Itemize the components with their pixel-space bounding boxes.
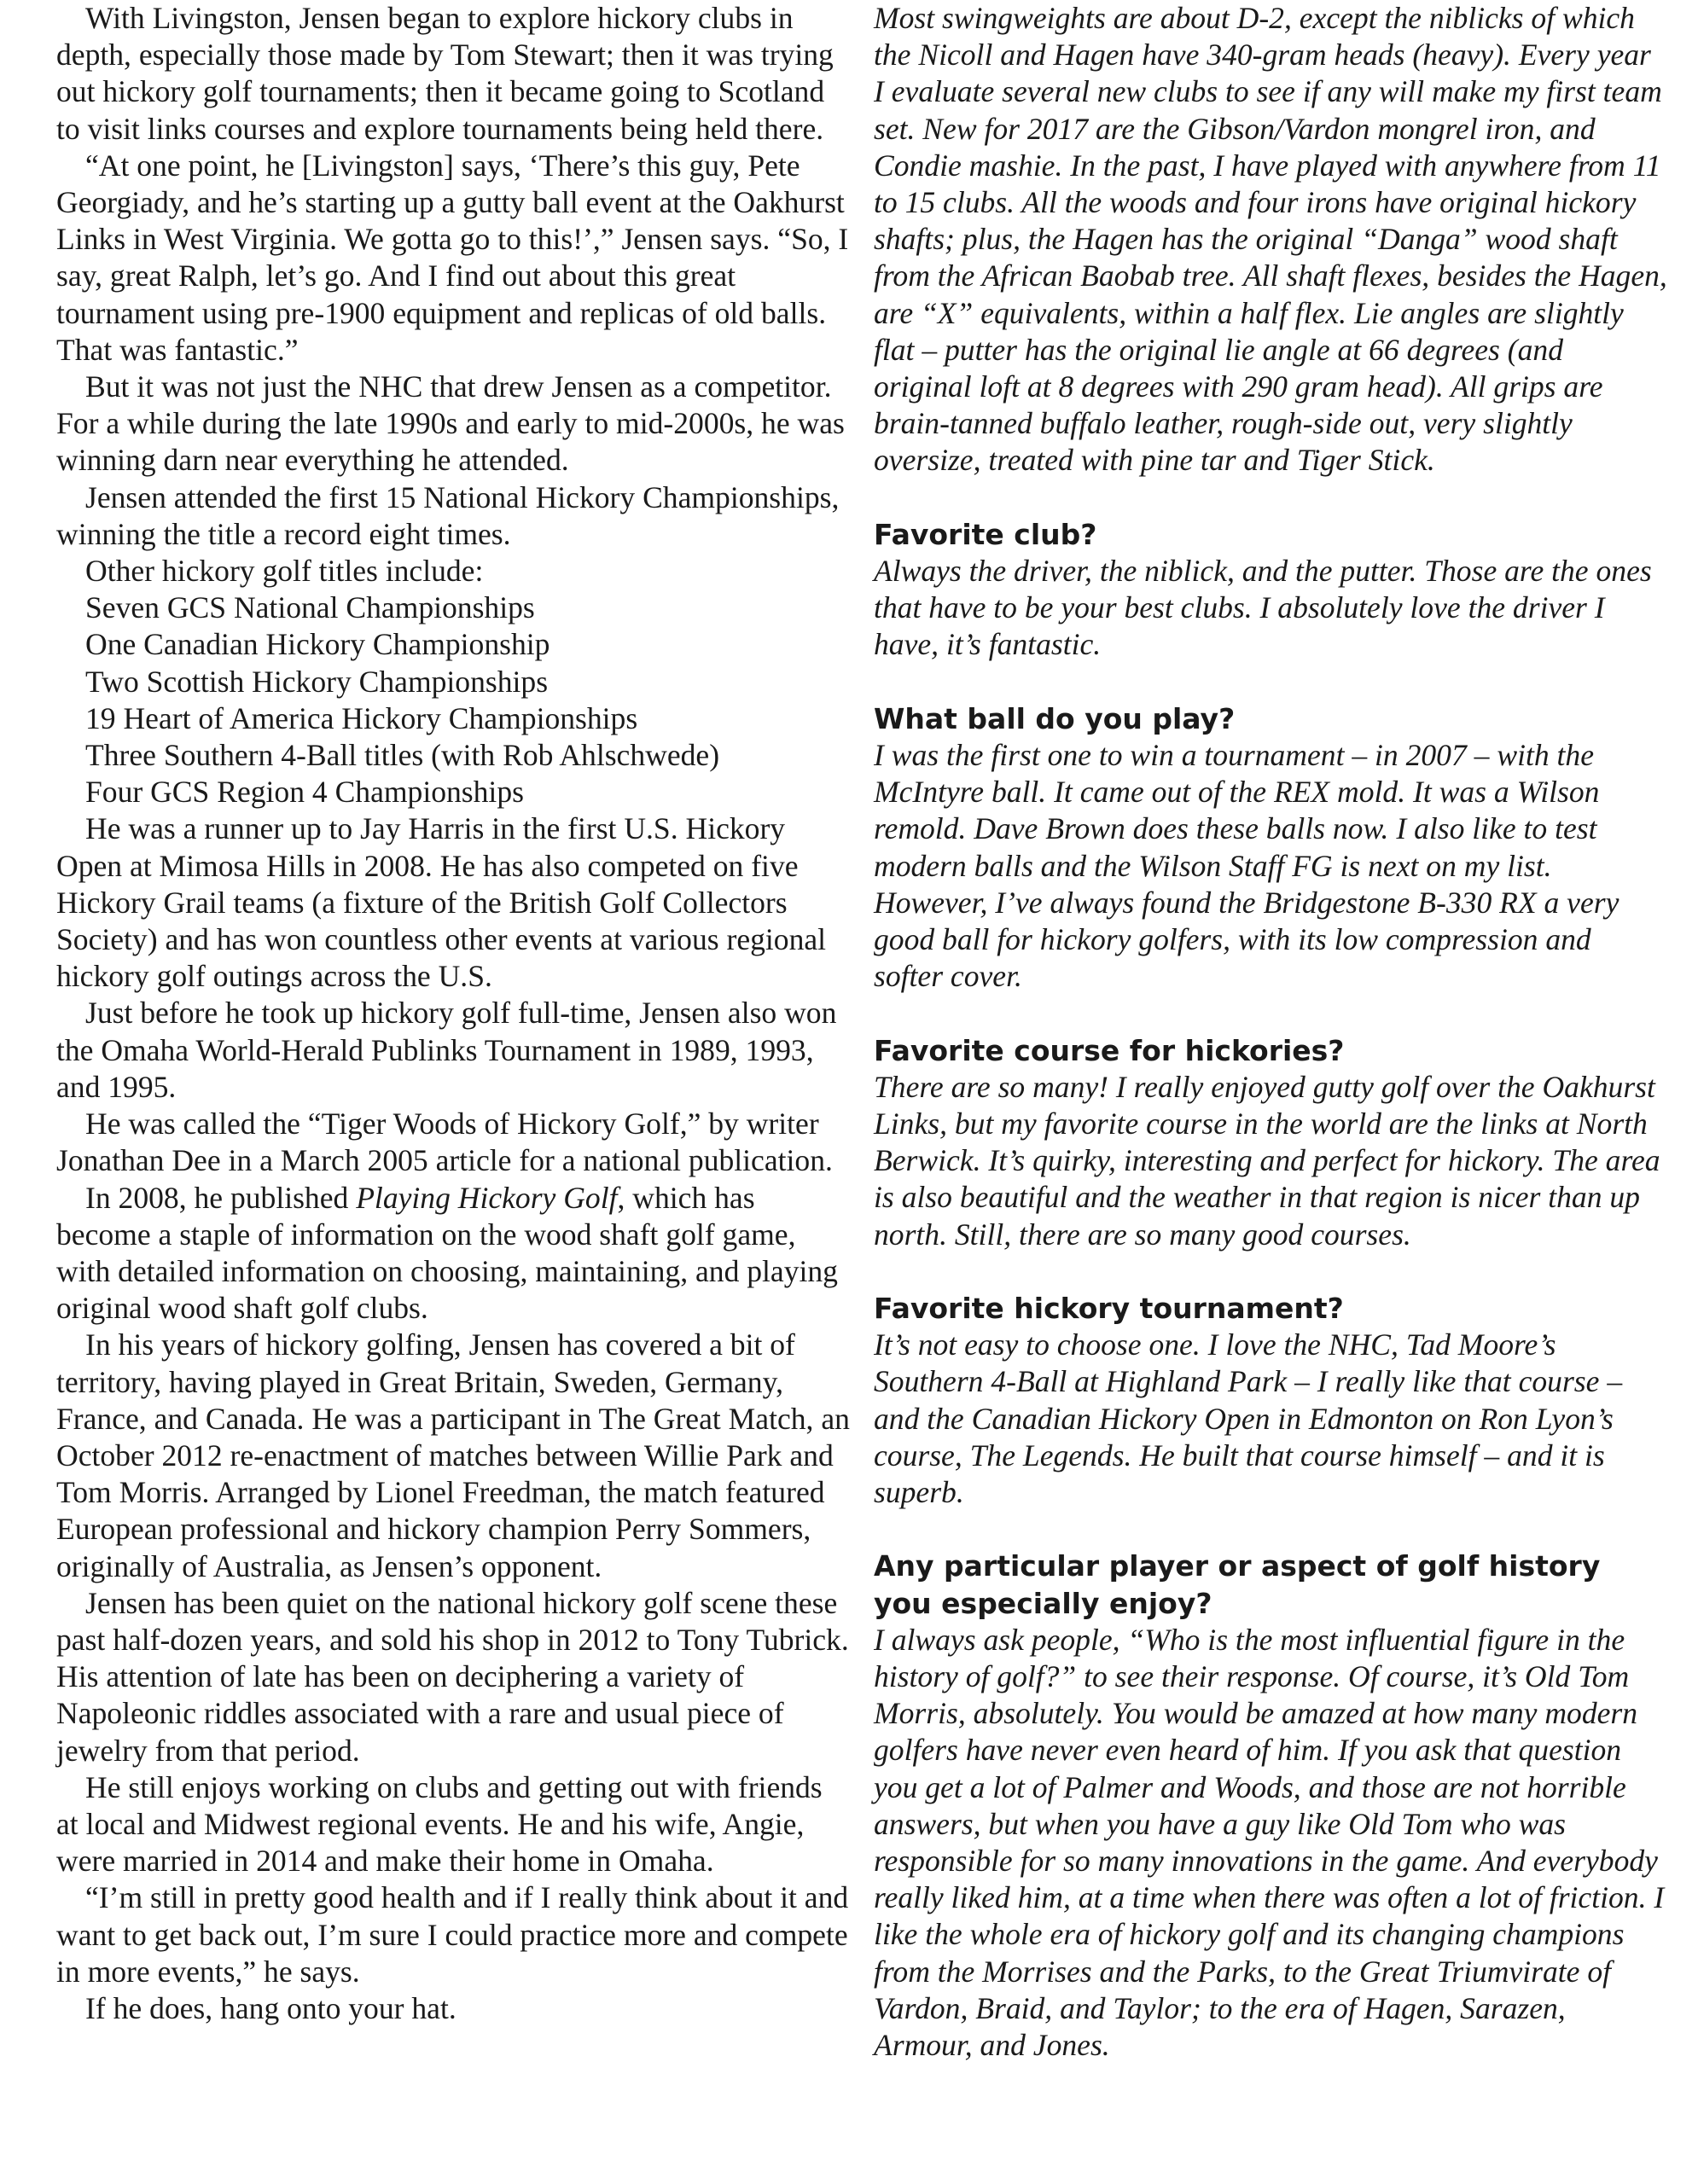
spacer: [874, 664, 1667, 700]
article-paragraph: Jensen has been quiet on the national hickory golf scene these past half-dozen years, and sold his shop in 2012 to Tony Tubrick. His attention of late has been on deciphering a variety of Napoleonic riddles associated with a rare and usual piece of jewelry from that period.: [56, 1585, 849, 1768]
book-paragraph: [56, 1180, 850, 1327]
list-item: Three Southern 4-Ball titles (with Rob Ahlschwede): [85, 738, 720, 773]
list-item: One Canadian Hickory Championship: [85, 627, 550, 662]
spacer: [874, 995, 1667, 1031]
right-column: [874, 0, 1667, 2064]
list-item: Four GCS Region 4 Championships: [85, 775, 524, 810]
list-item: Seven GCS National Championships: [85, 590, 535, 625]
article-paragraph: Just before he took up hickory golf full-time, Jensen also won the Omaha World-Herald Publinks Tournament in 1989, 1993, and 1995.: [56, 996, 837, 1104]
question-heading: Favorite course for hickories?: [874, 1033, 1345, 1067]
article-paragraph: With Livingston, Jensen began to explore hickory clubs in depth, especially those made by Tom Stewart; then it was trying out hickory golf tournaments; then it became going to Scotland to visit links courses and explore tournaments being held there.: [56, 1, 834, 146]
answer-text: I always ask people, “Who is the most influential figure in the history of golf?” to see their response. Of course, it’s Old Tom Morris, absolutely. You would be amazed at how many modern golfers have never even heard of him. If you ask that question you get a lot of Palmer and Woods, and those are not horrible answers, but when you have a guy like Old Tom who was responsible for so many innovations in the game. And everybody really liked him, at a time when there was often a lot of friction. I like the whole era of hickory golf and its changing champions from the Morrises and the Parks, to the Great Triumvirate of Vardon, Braid, and Taylor; to the era of Hagen, Sarazen, Armour, and Jones.: [874, 1622, 1665, 2063]
list-item: 19 Heart of America Hickory Championships: [85, 700, 638, 735]
article-paragraph: But it was not just the NHC that drew Jensen as a competitor. For a while during the late 1990s and early to mid-2000s, he was winning darn near everything he attended.: [56, 369, 845, 478]
question-heading: Any particular player or aspect of golf history you especially enjoy?: [874, 1549, 1601, 1620]
book-para-before: In 2008, he published: [85, 1180, 357, 1215]
spacer: [874, 479, 1667, 516]
answer-text: I was the first one to win a tournament – in 2007 – with the McIntyre ball. It came out of the REX mold. It was a Wilson remold. Dave Brown does these balls now. I also like to test modern balls and the Wilson Staff FG is next on my list. However, I’ve always found the Bridgestone B-330 RX a very good ball for hickory golfers, with its low compression and softer cover.: [874, 738, 1619, 994]
left-column: [56, 0, 850, 2027]
article-paragraph: If he does, hang onto your hat.: [85, 1990, 456, 2025]
question-heading: Favorite hickory tournament?: [874, 1292, 1344, 1326]
book-title: Playing Hickory Golf: [356, 1180, 618, 1215]
question-heading: Favorite club?: [874, 517, 1097, 551]
answer-text: It’s not easy to choose one. I love the NHC, Tad Moore’s Southern 4-Ball at Highland Park – I really like that course – and the Canadian Hickory Open in Edmonton on Ron Lyon’s course, The Legends. He built that course himself – and it is superb.: [874, 1327, 1623, 1510]
article-paragraph: Jensen attended the first 15 National Hickory Championships, winning the title a record eight times.: [56, 479, 840, 551]
titles-intro: Other hickory golf titles include:: [85, 554, 484, 589]
lead-answer: Most swingweights are about D-2, except the niblicks of which the Nicoll and Hagen have 340-gram heads (heavy). Every year I evaluate several new clubs to see if any will make my first team set. New for 2017 are the Gibson/Vardon mongrel iron, and Condie mashie. In the past, I have played with anywhere from 11 to 15 clubs. All the woods and four irons have original hickory shafts; plus, the Hagen has the original “Danga” wood shaft from the African Baobab tree. All shaft flexes, besides the Hagen, are “X” equivalents, within a half flex. Lie angles are slightly flat – putter has the original lie angle at 66 degrees (and original loft at 8 degrees with 290 gram head). All grips are brain-tanned buffalo leather, rough-side out, very slightly oversize, treated with pine tar and Tiger Stick.: [874, 1, 1667, 478]
article-paragraph: He was a runner up to Jay Harris in the first U.S. Hickory Open at Mimosa Hills in 2008. He has also competed on five Hickory Grail teams (a fixture of the British Golf Collectors Society) and has won countless other events at various regional hickory golf outings across the U.S.: [56, 811, 827, 994]
spacer: [874, 1511, 1667, 1548]
answer-text: There are so many! I really enjoyed gutty golf over the Oakhurst Links, but my favorite course in the world are the links at North Berwick. It’s quirky, interesting and perfect for hickory. The area is also beautiful and the weather in that region is nicer than up north. Still, there are so many good courses.: [874, 1069, 1660, 1252]
answer-text: Always the driver, the niblick, and the putter. Those are the ones that have to be your best clubs. I absolutely love the driver I have, it’s fantastic.: [874, 554, 1652, 662]
article-paragraph: In his years of hickory golfing, Jensen has covered a bit of territory, having played in Great Britain, Sweden, Germany, France, and Canada. He was a participant in The Great Match, an October 2012 re-enactment of matches between Willie Park and Tom Morris. Arranged by Lionel Freedman, the match featured European professional and hickory champion Perry Sommers, originally of Australia, as Jensen’s opponent.: [56, 1327, 850, 1583]
book-para-after: , which has become a staple of information on the wood shaft golf game, with detailed information on choosing, maintaining, and playing original wood shaft golf clubs.: [56, 1180, 838, 1326]
article-paragraph: He still enjoys working on clubs and getting out with friends at local and Midwest regional events. He and his wife, Angie, were married in 2014 and make their home in Omaha.: [56, 1769, 823, 1879]
spacer: [874, 1253, 1667, 1290]
article-paragraph: “At one point, he [Livingston] says, ‘There’s this guy, Pete Georgiady, and he’s starting up a gutty ball event at the Oakhurst Links in West Virginia. We gotta go to this!’,” Jensen says. “So, I say, great Ralph, let’s go. And I find out about this great tournament using pre-1900 equipment and replicas of old balls. That was fantastic.”: [56, 148, 849, 367]
question-heading: What ball do you play?: [874, 701, 1236, 735]
article-paragraph: He was called the “Tiger Woods of Hickory Golf,” by writer Jonathan Dee in a March 2005 article for a national publication.: [56, 1107, 833, 1178]
list-item: Two Scottish Hickory Championships: [85, 664, 549, 699]
article-paragraph: “I’m still in pretty good health and if I really think about it and want to get back out, I’m sure I could practice more and compete in more events,” he says.: [56, 1880, 849, 1989]
titles-list: [56, 590, 850, 810]
